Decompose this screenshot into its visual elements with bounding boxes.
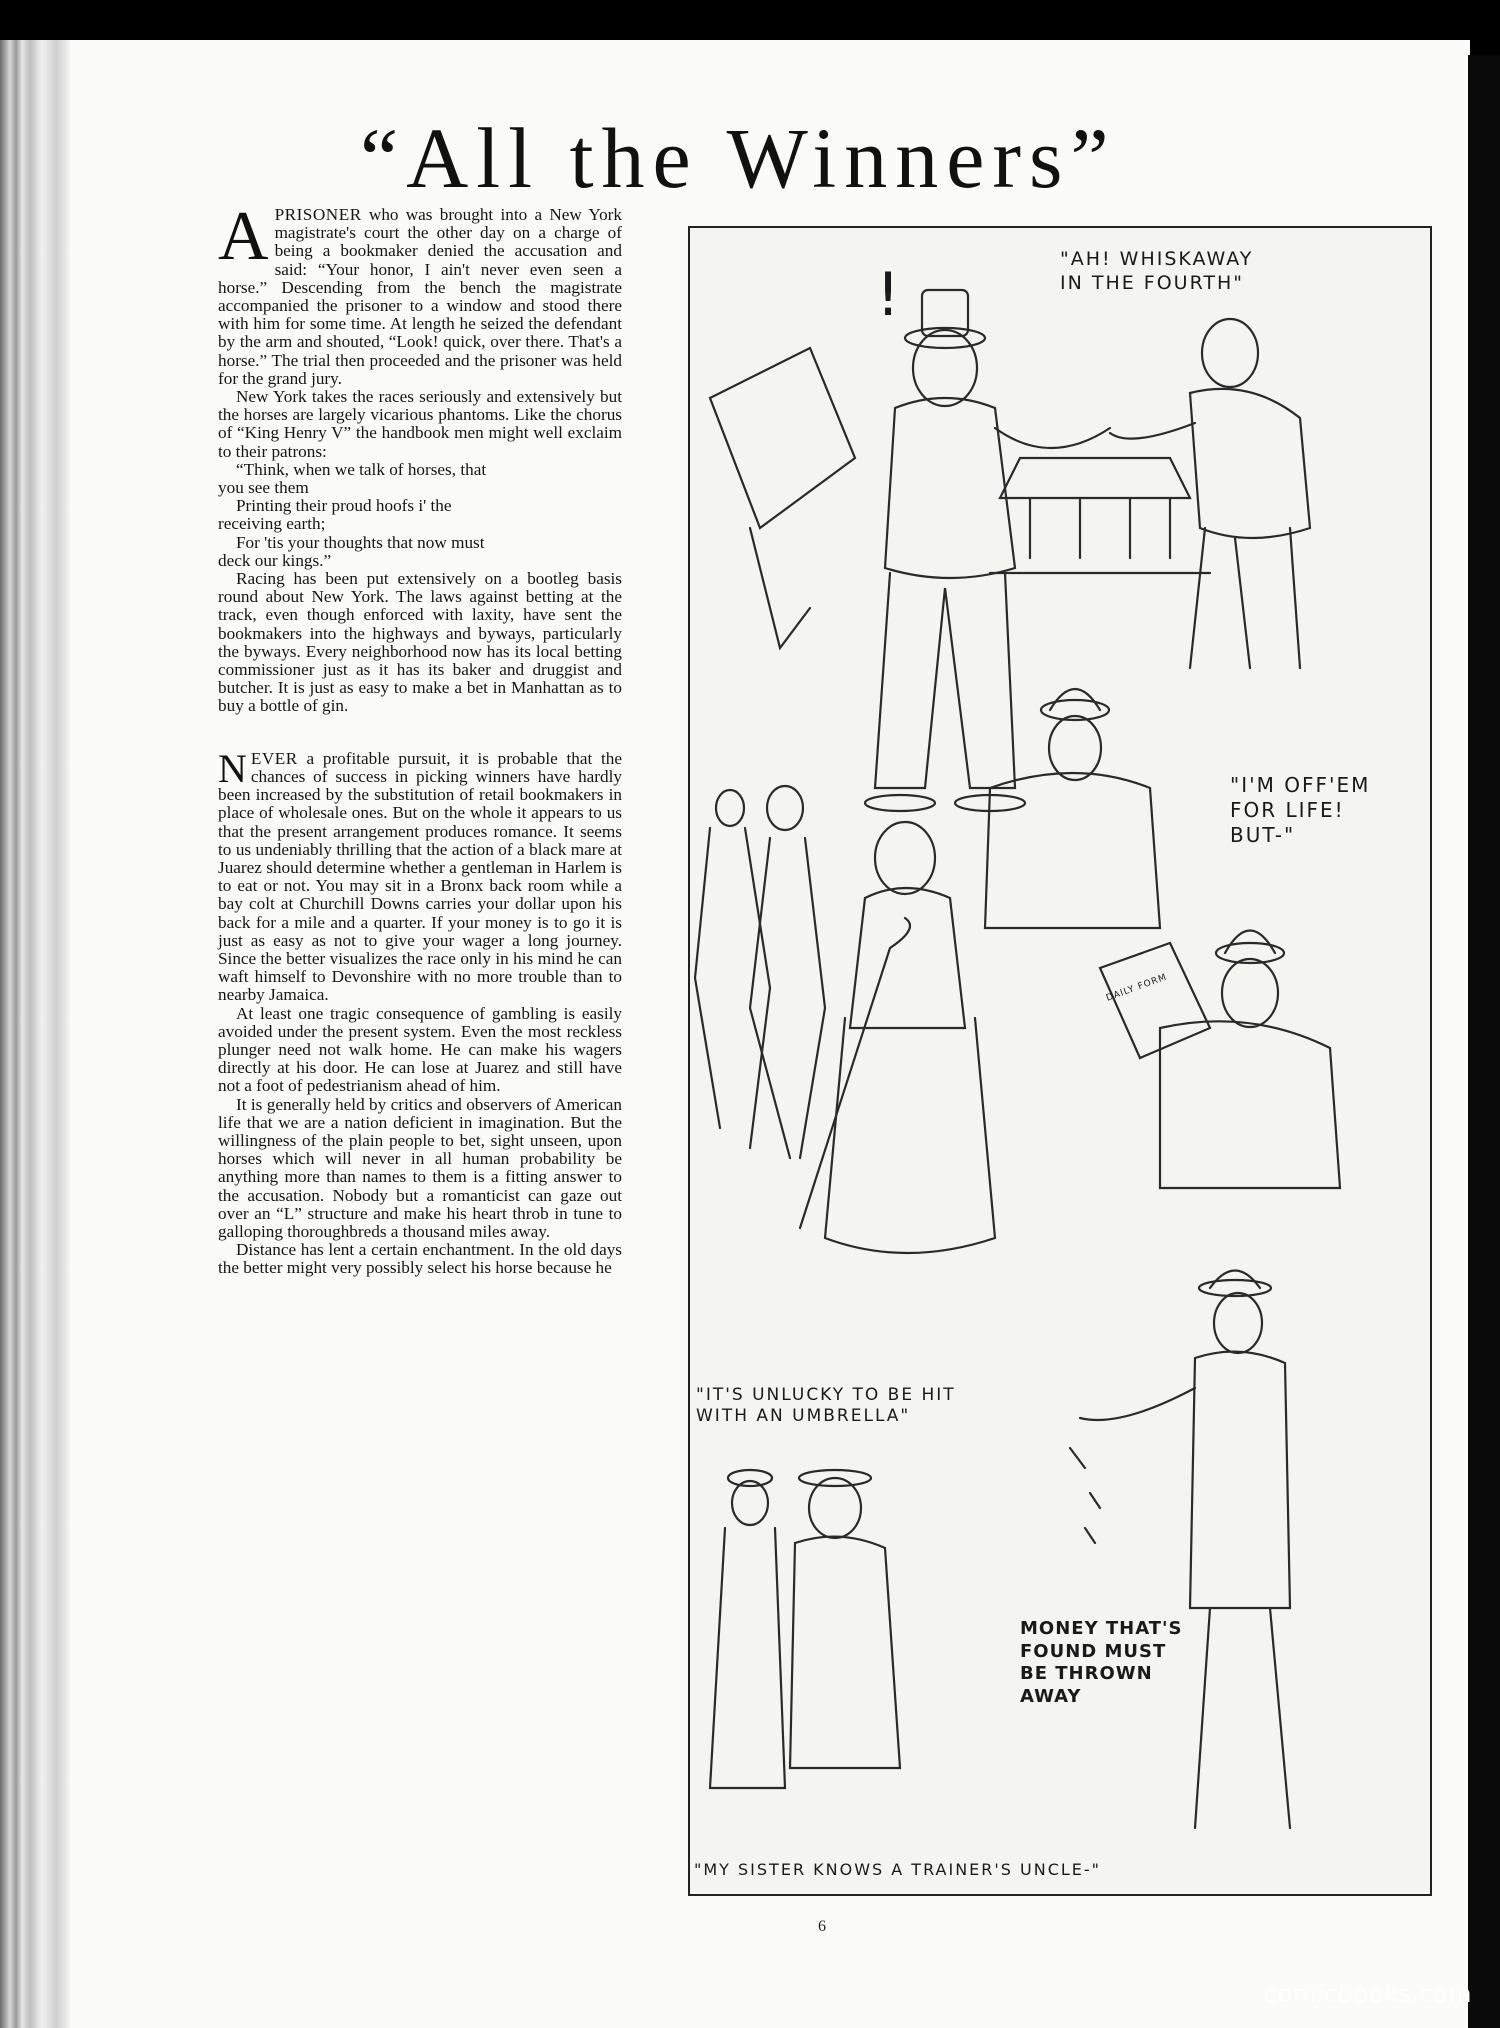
site-watermark: comicbooks.com [1263,1980,1472,2008]
speech-caption-umbrella: "IT'S UNLUCKY TO BE HIT WITH AN UMBRELLA" [696,1385,956,1427]
page-gutter-shadow [1468,55,1500,2028]
article-body [218,198,622,1278]
sketch-table [990,458,1210,573]
verse-line: receiving earth; [218,514,326,534]
verse-line: Printing their proud hoofs i' the [236,496,452,516]
page-number: 6 [818,1918,826,1935]
speech-caption-sister: "MY SISTER KNOWS A TRAINER'S UNCLE-" [694,1860,1102,1879]
sketch-bookmaker [1110,319,1310,668]
verse-line: you see them [218,478,309,498]
paragraph-text: who was brought into a New York magistrate's court the other day on a charge of being a bookmaker denied the accusation and said: “Your honor, I ain't never even seen a horse.” Descending from the bench the magistrate accompanied the prisoner to a window and stood there with him for some time. At length he seized the defendant by the arm and shouted, “Look! quick, over there. That's a horse.” The trial then proceeded and the prisoner was held for the grand jury. [218,205,622,388]
paragraph-4 [218,745,622,1005]
paragraph-text: a profitable pursuit, it is probable that the chances of success in picking winners have hardly been increased by the substitution of retail bookmakers in place of wholesale ones. But on the whole it appears to us that the present arrangement produces romance. It seems to us undeniably thrilling that the action of a black mare at Juarez should determine whether a gentleman in Harlem is to eat or not. You may sit in a Bronx back room while a bay colt at Churchill Downs carries your dollar upon his back for a mile and a quarter. If your money is to go it is just as easy as not to give your wager a long journey. Since the better visualizes the race only in his mind he can waft himself to Devonshire with no more trouble than to nearby Jamaica. [218,748,622,1005]
drop-cap: N [218,745,247,791]
paragraph-6: It is generally held by critics and observers of American life that we are a nation deficient in imagination. But the willingness of the plain people to bet, sight unseen, upon horses which will never in all human probability be anything more than names to them is a fitting answer to the accusation. Nobody but a romanticist can gaze out over an “L” structure and make his heart throb in tune to galloping thoroughbreds a thousand miles away. [218,1094,622,1241]
exclamation-mark: ! [876,260,901,330]
sketch-gentleman-tossing-money [1070,1271,1290,1829]
section-break [218,716,622,750]
paragraph-5: At least one tragic consequence of gambling is easily avoided under the present system. Even the most reckless plunger need not walk home. He can make his wagers directly at his door. He can lose at Juarez and still have not a foot of pedestrianism ahead of him. [218,1003,622,1096]
speech-caption-money: MONEY THAT'S FOUND MUST BE THROWN AWAY [1020,1618,1183,1707]
sketch-man-with-daily-form [1100,931,1340,1189]
sketch-two-men-walking [695,786,825,1158]
page-title: “All the Winners” [360,110,1117,206]
speech-caption-whiskaway: "AH! WHISKAWAY IN THE FOURTH" [1060,248,1254,294]
verse-line: deck our kings.” [218,550,332,570]
verse-line: For 'tis your thoughts that now must [236,532,485,552]
paragraph-3: Racing has been put extensively on a bootleg basis round about New York. The laws against betting at the track, even though enforced with laxity, have sent the bookmakers into the highways and byways, particularly the byways. Every neighborhood now has its local betting commissioner just as it has its baker and druggist and butcher. It is just as easy to make a bet in Manhattan as to buy a bottle of gin. [218,569,622,716]
paragraph-7: Distance has lent a certain enchantment. In the old days the better might very possibly select his horse because he [218,1240,622,1278]
sketch-whispering-men [710,1470,900,1788]
lead-word: EVER [250,748,298,768]
verse-line: “Think, when we talk of horses, that [236,459,487,479]
newspaper-label: DAILY FORM [1105,972,1169,1004]
speech-caption-off-em: "I'M OFF'EM FOR LIFE! BUT-" [1230,773,1371,847]
cartoon-illustration [688,226,1432,1896]
sketch-man-with-newspaper [710,290,1110,811]
drop-cap: A [218,198,269,275]
paragraph-2: New York takes the races seriously and extensively but the horses are largely vicarious phantoms. Like the chorus of “King Henry V” the handbook men might well exclaim to their patrons: [218,387,622,461]
lead-word: PRISONER [274,205,362,224]
paragraph-1 [218,198,622,388]
sketch-woman-with-umbrella [800,822,995,1253]
